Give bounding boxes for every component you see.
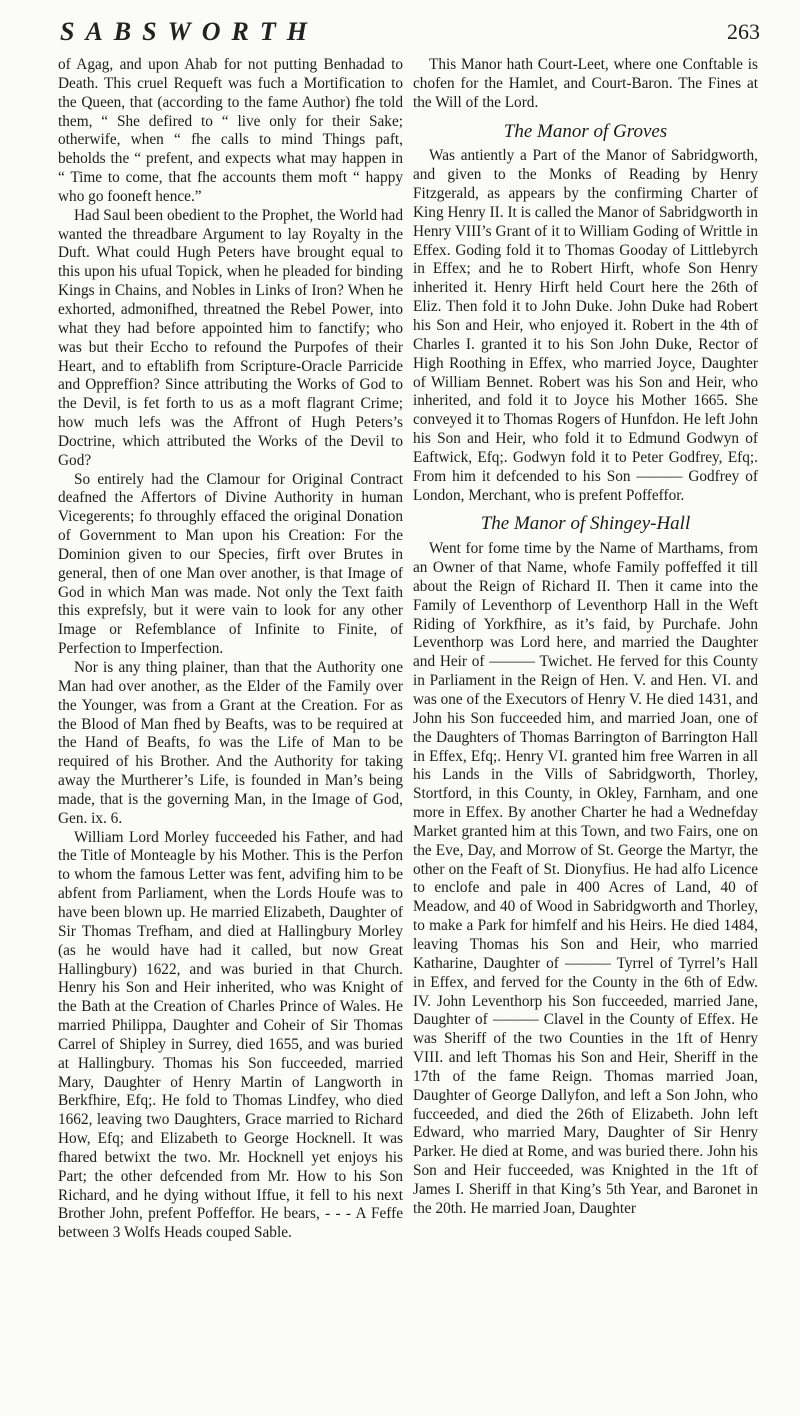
paragraph: This Manor hath Court-Leet, where one Conftable is chofen for the Hamlet, and Court-Baron. The Fines at the Will of the Lord. [413, 56, 758, 111]
paragraph: Went for fome time by the Name of Marthams, from an Owner of that Name, whofe Family poffeffed it till about the Reign of Richard II. Then it came into the Family of Leventhorp of Leventhorp Hall in the Weft Riding of Yorkfhire, as it’s faid, by Purchafe. John Leventhorp was Lord here, and married the Daughter and Heir of ——— Twichet. He ferved for this County in Parliament in the Reign of Hen. V. and Hen. VI. and was one of the Executors of Henry V. He died 1431, and John his Son fucceeded him, and married Joan, one of the Daughters of Thomas Barrington of Barrington Hall in Effex, Efq;. Henry VI. granted him free Warren in all his Lands in the Vills of Sabridgworth, Thorley, Stortford, in this County, in Okley, Farnham, and one more in Effex. By another Charter he had a Wednefday Market granted him at this Town, and two Fairs, one on the Eve, Day, and Morrow of St. George the Martyr, the other on the Feaft of St. Dionyfius. He had alfo Licence to enclofe and pale in 400 Acres of Land, 40 of Meadow, and 40 of Wood in Sabridgworth and Thorley, to make a Park for himfelf and his Heirs. He died 1484, leaving Thomas his Son and Heir, who married Katharine, Daughter of ——— Tyrrel of Tyrrel’s Hall in Effex, and ferved for the County in the 6th of Edw. IV. John Leventhorp his Son fucceeded, married Jane, Daughter of ——— Clavel in the County of Effex. He was Sheriff of the two Counties in the 1ft of Henry VIII. and left Thomas his Son and Heir, Sheriff in the 17th of the fame Reign. Thomas married Joan, Daughter of George Dallyfon, and left a Son John, who fucceeded, and died the 26th of Elizabeth. John left Edward, who married Mary, Daughter of Sir Henry Parker. He died at Rome, and was buried there. John his Son and Heir fucceeded, was Knighted in the 1ft of James I. Sheriff in that King’s 5th Year, and Baronet in the 20th. He married Joan, Daughter [413, 540, 758, 1217]
page-number: 263 [727, 19, 760, 44]
left-column [58, 56, 403, 1243]
right-column [413, 56, 758, 1219]
paragraph: of Agag, and upon Ahab for not putting Benhadad to Death. This cruel Requeft was fuch a Mortification to the Queen, that (according to the fame Author) fhe told them, “ She defired to “ live only for their Sake; otherwife, when “ fhe calls to mind Things paft, beholds the “ prefent, and expects what may happen in “ Time to come, that fhe accounts them moft “ happy who go fooneft hence.” [58, 56, 403, 205]
running-title: SABSWORTH [60, 17, 318, 46]
paragraph: Had Saul been obedient to the Prophet, the World had wanted the threadbare Argument to lay Royalty in the Duft. What could Hugh Peters have brought equal to this upon his ufual Topick, when he pleaded for binding Kings in Chains, and Nobles in Links of Iron? When he exhorted, admonifhed, threatned the Rebel Power, into what they had before appointed him to fanctify; who was but their Eccho to refound the Purpofes of their Heart, and to eftablifh from Scripture-Oracle Parricide and Oppreffion? Since attributing the Works of God to the Devil, is fet forth to us as a moft flagrant Crime; how much lefs was the Affront of Hugh Peters’s Doctrine, which attributed the Works of the Devil to God? [58, 206, 403, 469]
paragraph: Was antiently a Part of the Manor of Sabridgworth, and given to the Monks of Reading by Henry Fitzgerald, as appears by the confirming Charter of King Henry II. It is called the Manor of Sabridgworth in Henry VIII’s Grant of it to William Goding of Writtle in Effex. Goding fold it to Thomas Gooday of Littlebyrch in Effex; and he to Robert Hirft, whofe Son Henry inherited it. Henry Hirft held Court here the 26th of Eliz. Then fold it to John Duke. John Duke had Robert his Son and Heir, who enjoyed it. Robert in the 4th of Charles I. granted it to his Son John Duke, Rector of High Roothing in Effex, who married Joyce, Daughter of William Bennet. Robert was his Son and Heir, who inherited, and fold it to Joyce his Mother 1665. She conveyed it to Thomas Rogers of Hunfdon. He left John his Son and Heir, who fold it to Edmund Godwyn of Eaftwick, Efq;. Godwyn fold it to Peter Godfrey, Efq;. From him it defcended to his Son ——— Godfrey of London, Merchant, who is prefent Poffeffor. [413, 147, 758, 504]
section-heading-shingey-hall: The Manor of Shingey-Hall [480, 513, 691, 535]
paragraph: So entirely had the Clamour for Original Contract deafned the Affertors of Divine Authority in human Vicegerents; fo throughly effaced the original Donation of Government to Man upon his Creation: For the Dominion given to our Species, firft over Brutes in general, then of one Man over another, is that Image of God in which Man was made. Not only the Text faith this exprefsly, but it were vain to look for any other Image or Refemblance of Infinite to Finite, of Perfection to Imperfection. [58, 470, 403, 658]
paragraph: Nor is any thing plainer, than that the Authority one Man had over another, as the Elder of the Family over the Younger, was from a Grant at the Creation. For as the Blood of Man fhed by Beafts, was to be required at the Hand of Beafts, fo was the Life of Man to be required of his Brother. And the Authority for taking away the Murtherer’s Life, is founded in Man’s being made, that is the governing Man, in the Image of God, Gen. ix. 6. [58, 659, 403, 827]
paragraph: William Lord Morley fucceeded his Father, and had the Title of Monteagle by his Mother. This is the Perfon to whom the famous Letter was fent, advifing him to be abfent from Parliament, when the Lords Houfe was to have been blown up. He married Elizabeth, Daughter of Sir Thomas Trefham, and died at Hallingbury Morley (as he would have had it called, but now Great Hallingbury) 1622, and was buried in that Church. Henry his Son and Heir inherited, who was Knight of the Bath at the Creation of Charles Prince of Wales. He married Philippa, Daughter and Coheir of Sir Thomas Carrel of Shipley in Surrey, died 1655, and was buried at Hallingbury. Thomas his Son fucceeded, married Mary, Daughter of Henry Martin of Langworth in Berkfhire, Efq;. He fold to Thomas Lindfey, who died 1662, leaving two Daughters, Grace married to Richard How, Efq; and Elizabeth to George Hocknell. It was fhared betwixt the two. Mr. Hocknell yet enjoys his Part; the other defcended from Mr. How to his Son Richard, and he dying without Iffue, it fell to his next Brother John, prefent Poffeffor. He bears, - - - A Feffe between 3 Wolfs Heads couped Sable. [58, 828, 403, 1242]
page-header [60, 14, 760, 50]
section-heading-groves: The Manor of Groves [503, 120, 668, 142]
